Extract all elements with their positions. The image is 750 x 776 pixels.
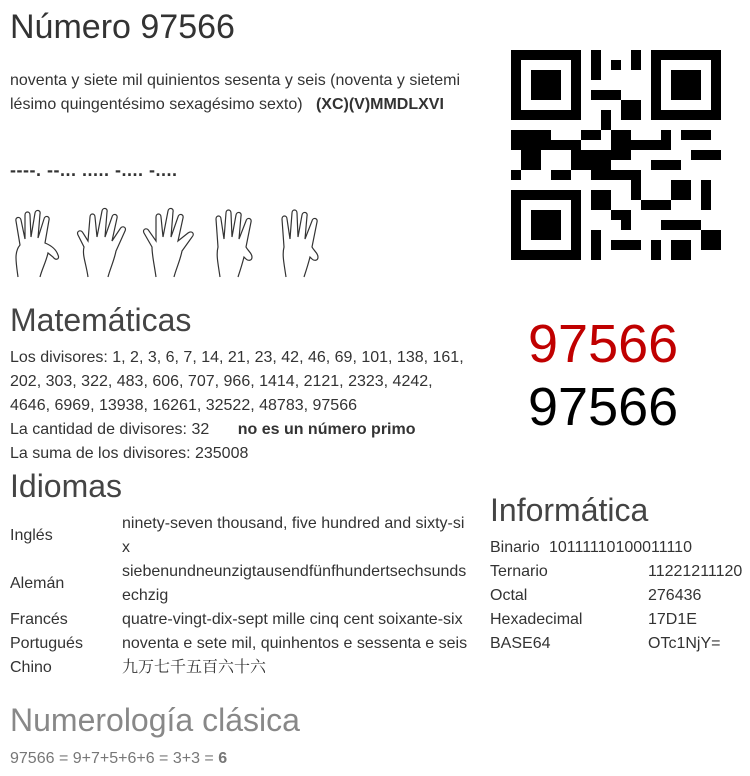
binary-value: 10111110100011110 bbox=[549, 539, 692, 556]
big-number-red: 97566 bbox=[528, 314, 679, 374]
language-label: Alemán bbox=[10, 575, 65, 592]
numerology-sum: 97566 = 9+7+5+6+6 = 3+3 = bbox=[10, 750, 219, 767]
ternary-value: 11221211120 bbox=[648, 563, 743, 580]
language-value: quatre-vingt-dix-sept mille cinq cent soixante-six bbox=[122, 611, 463, 628]
big-number-black: 97566 bbox=[528, 377, 679, 437]
language-value: 九万七千五百六十六 bbox=[122, 659, 267, 676]
hand-sign-icon bbox=[274, 207, 332, 279]
prime-status: no es un número primo bbox=[237, 421, 416, 438]
hex-value: 17D1E bbox=[648, 611, 697, 628]
divisor-sum: La suma de los divisores: 235008 bbox=[10, 445, 249, 462]
language-label: Chino bbox=[10, 659, 52, 676]
numerology-formula bbox=[10, 747, 227, 771]
language-value: siebenundneunzigtausendfünfhundertsechsundsechzig bbox=[122, 563, 467, 604]
language-label: Portugués bbox=[10, 635, 83, 652]
page-title: Número 97566 bbox=[10, 8, 235, 46]
number-in-words bbox=[10, 69, 480, 117]
math-heading: Matemáticas bbox=[10, 302, 192, 338]
hand-sign-icon bbox=[10, 207, 68, 279]
language-label: Inglés bbox=[10, 527, 53, 544]
divisor-count bbox=[10, 418, 416, 442]
base64-value: OTc1NjY= bbox=[648, 635, 721, 652]
morse-code: ----. --... ..... -.... -.... bbox=[10, 160, 178, 180]
octal-value: 276436 bbox=[648, 587, 702, 604]
hex-label: Hexadecimal bbox=[490, 611, 583, 628]
hand-sign-icon bbox=[142, 207, 200, 279]
hand-sign-icon bbox=[208, 207, 266, 279]
roman-numeral: (XC)(V)MMDLXVI bbox=[315, 96, 444, 113]
hand-sign-icon bbox=[76, 207, 134, 279]
divisors-list: Los divisores: 1, 2, 3, 6, 7, 14, 21, 23, 42, 46, 69, 101, 138, 161, 202, 303, 322, 483, 606, 707, 966, 1414, 2121, 2323, 4242, 4646, 6969, 13938, 16261, 32522, 48783, 97566 bbox=[10, 349, 464, 414]
qr-code bbox=[511, 50, 721, 260]
sign-language-hands bbox=[10, 207, 340, 283]
language-label: Francés bbox=[10, 611, 68, 628]
divisor-count-label: La cantidad de divisores: 32 bbox=[10, 421, 210, 438]
computing-table bbox=[490, 536, 748, 660]
octal-label: Octal bbox=[490, 587, 528, 604]
language-value: ninety-seven thousand, five hundred and sixty-six bbox=[122, 515, 465, 556]
ternary-label: Ternario bbox=[490, 563, 548, 580]
base64-label: BASE64 bbox=[490, 635, 551, 652]
language-value: noventa e sete mil, quinhentos e sessenta e seis bbox=[122, 635, 468, 652]
words-text: noventa y siete mil quinientos sesenta y seis (noventa y sietemi lésimo quingentésimo sexagésimo sexto) bbox=[10, 72, 461, 113]
numerology-heading: Numerología clásica bbox=[10, 702, 300, 738]
computing-heading: Informática bbox=[490, 492, 649, 528]
numerology-result: 6 bbox=[218, 750, 228, 767]
languages-heading: Idiomas bbox=[10, 468, 123, 504]
binary-label: Binario bbox=[490, 539, 540, 556]
languages-table bbox=[10, 512, 480, 682]
